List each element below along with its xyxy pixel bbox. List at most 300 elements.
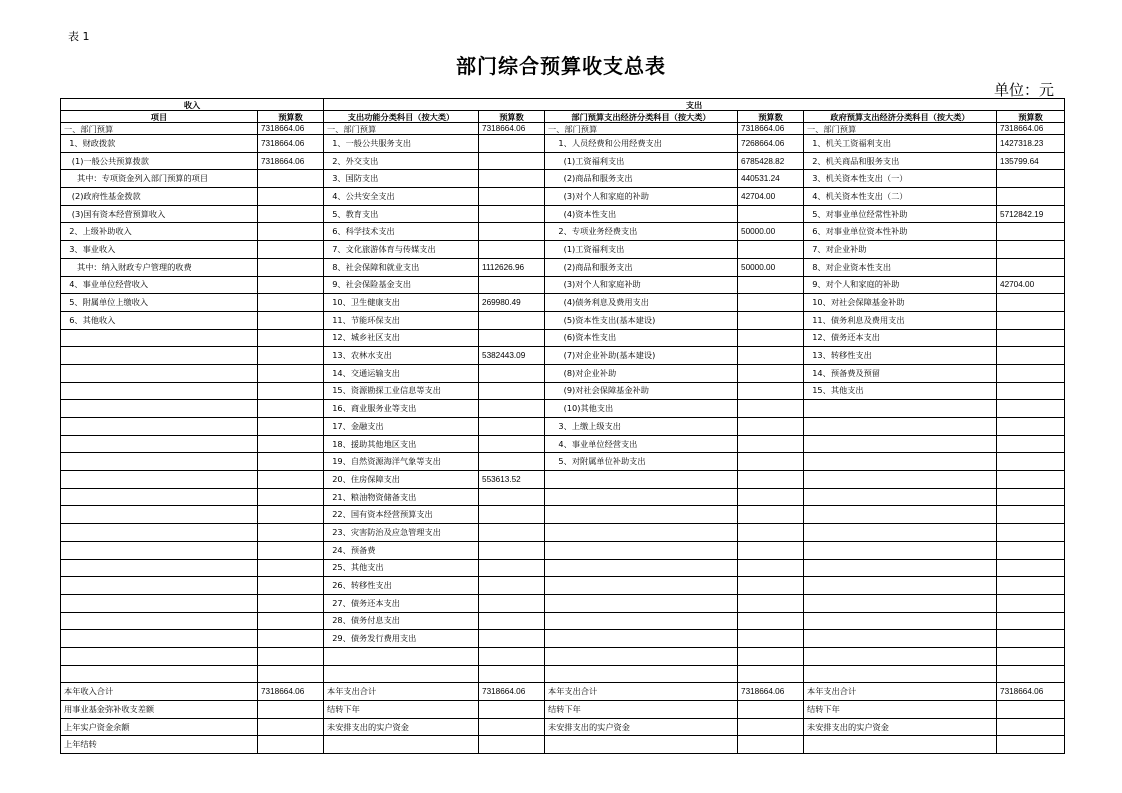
cell-income-item: 用事业基金弥补收支差额 [61,701,258,719]
table-row [61,223,1065,241]
cell-gov-econ-item: 14、预备费及预留 [804,364,997,382]
cell-income-budget [258,577,324,595]
cell-gov-econ-item: 结转下年 [804,701,997,719]
cell-income-item: 上年结转 [61,736,258,754]
table-row [61,170,1065,188]
cell-function-item: 未安排支出的实户资金 [324,718,479,736]
cell-dept-econ-item: (9)对社会保障基金补助 [545,382,738,400]
cell-function-budget: 1112626.96 [479,258,545,276]
cell-dept-econ-budget [738,736,804,754]
cell-income-budget [258,701,324,719]
cell-function-item: 13、农林水支出 [324,347,479,365]
cell-function-budget [479,135,545,153]
cell-function-item: 12、城乡社区支出 [324,329,479,347]
cell-dept-econ-budget: 7268664.06 [738,135,804,153]
cell-function-budget [479,506,545,524]
cell-income-budget: 7318664.06 [258,135,324,153]
cell-function-budget [479,276,545,294]
cell-dept-econ-budget [738,594,804,612]
cell-gov-econ-item [804,524,997,542]
cell-gov-econ-item [804,612,997,630]
cell-dept-econ-budget [738,241,804,259]
cell-gov-econ-budget: 7318664.06 [997,683,1065,701]
cell-gov-econ-budget [997,594,1065,612]
cell-dept-econ-item [545,471,738,489]
cell-function-item: 22、国有资本经营预算支出 [324,506,479,524]
cell-income-budget [258,630,324,648]
table-row [61,524,1065,542]
cell-income-budget [258,364,324,382]
cell-dept-econ-item: (3)对个人和家庭补助 [545,276,738,294]
table-row [61,647,1065,665]
cell-dept-econ-budget [738,630,804,648]
cell-gov-econ-item: 2、机关商品和服务支出 [804,152,997,170]
cell-gov-econ-item [804,665,997,683]
cell-gov-econ-budget [997,418,1065,436]
cell-gov-econ-item [804,471,997,489]
cell-income-item [61,541,258,559]
cell-function-budget [479,577,545,595]
budget-table [60,98,1065,754]
table-row [61,418,1065,436]
cell-dept-econ-budget [738,400,804,418]
cell-function-budget: 7318664.06 [479,123,545,135]
cell-gov-econ-budget [997,347,1065,365]
cell-income-budget [258,647,324,665]
cell-gov-econ-item: 6、对事业单位资本性补助 [804,223,997,241]
cell-gov-econ-budget [997,577,1065,595]
cell-gov-econ-item: 本年支出合计 [804,683,997,701]
cell-income-item [61,577,258,595]
cell-dept-econ-item: 1、人员经费和公用经费支出 [545,135,738,153]
cell-gov-econ-item [804,418,997,436]
cell-dept-econ-item: (5)资本性支出(基本建设) [545,311,738,329]
cell-income-budget [258,311,324,329]
cell-function-budget: 269980.49 [479,294,545,312]
cell-function-item: 14、交通运输支出 [324,364,479,382]
cell-income-item: 2、上级补助收入 [61,223,258,241]
cell-dept-econ-budget [738,435,804,453]
cell-gov-econ-item: 9、对个人和家庭的补助 [804,276,997,294]
cell-function-budget [479,736,545,754]
cell-income-item [61,400,258,418]
cell-dept-econ-budget [738,701,804,719]
cell-dept-econ-budget: 7318664.06 [738,123,804,135]
cell-income-item: 其中：纳入财政专户管理的收费 [61,258,258,276]
cell-function-item: 7、文化旅游体育与传媒支出 [324,241,479,259]
cell-dept-econ-budget [738,612,804,630]
cell-income-item [61,524,258,542]
cell-income-item [61,347,258,365]
cell-dept-econ-budget [738,364,804,382]
cell-function-budget [479,594,545,612]
cell-gov-econ-budget [997,612,1065,630]
table-row [61,364,1065,382]
cell-function-budget [479,665,545,683]
cell-dept-econ-budget [738,311,804,329]
cell-income-budget [258,594,324,612]
cell-function-item: 29、债务发行费用支出 [324,630,479,648]
cell-gov-econ-budget [997,488,1065,506]
cell-gov-econ-item: 未安排支出的实户资金 [804,718,997,736]
cell-income-budget [258,241,324,259]
cell-function-budget [479,382,545,400]
cell-gov-econ-budget [997,559,1065,577]
cell-gov-econ-item: 11、债务利息及费用支出 [804,311,997,329]
cell-gov-econ-budget [997,541,1065,559]
cell-income-budget [258,188,324,206]
cell-function-item: 一、部门预算 [324,123,479,135]
cell-dept-econ-item: 未安排支出的实户资金 [545,718,738,736]
cell-income-item [61,488,258,506]
cell-income-budget [258,276,324,294]
cell-gov-econ-budget: 1427318.23 [997,135,1065,153]
cell-function-budget [479,170,545,188]
expense-header: 支出 [324,99,1065,111]
cell-function-budget [479,223,545,241]
cell-dept-econ-item [545,577,738,595]
table-label: 表 1 [68,30,90,43]
cell-income-item [61,382,258,400]
table-row [61,400,1065,418]
cell-income-budget [258,524,324,542]
cell-gov-econ-budget: 5712842.19 [997,205,1065,223]
cell-gov-econ-budget [997,718,1065,736]
table-row [61,559,1065,577]
cell-income-budget: 7318664.06 [258,683,324,701]
cell-income-item [61,665,258,683]
cell-dept-econ-item: 5、对附属单位补助支出 [545,453,738,471]
cell-dept-econ-item [545,488,738,506]
cell-income-budget [258,453,324,471]
cell-dept-econ-item: (8)对企业补助 [545,364,738,382]
cell-income-budget [258,170,324,188]
cell-income-budget [258,223,324,241]
cell-gov-econ-item [804,594,997,612]
cell-gov-econ-item [804,400,997,418]
cell-function-item: 8、社会保障和就业支出 [324,258,479,276]
table-row [61,701,1065,719]
cell-dept-econ-budget: 6785428.82 [738,152,804,170]
cell-dept-econ-budget: 440531.24 [738,170,804,188]
cell-function-item: 15、资源勘探工业信息等支出 [324,382,479,400]
cell-dept-econ-budget [738,541,804,559]
cell-function-item: 21、粮油物资储备支出 [324,488,479,506]
cell-gov-econ-item: 8、对企业资本性支出 [804,258,997,276]
cell-gov-econ-item [804,630,997,648]
cell-dept-econ-item [545,736,738,754]
cell-function-budget [479,488,545,506]
cell-gov-econ-budget [997,400,1065,418]
col-header-function-class: 支出功能分类科目（按大类） [324,111,479,123]
cell-dept-econ-budget: 50000.00 [738,258,804,276]
cell-dept-econ-budget [738,471,804,489]
cell-income-budget [258,258,324,276]
cell-income-item: 6、其他收入 [61,311,258,329]
cell-dept-econ-budget [738,577,804,595]
cell-dept-econ-item: 本年支出合计 [545,683,738,701]
cell-gov-econ-item: 10、对社会保障基金补助 [804,294,997,312]
cell-function-item: 27、债务还本支出 [324,594,479,612]
cell-function-budget [479,205,545,223]
cell-income-budget [258,488,324,506]
cell-function-budget [479,612,545,630]
cell-dept-econ-budget [738,453,804,471]
cell-income-budget: 7318664.06 [258,123,324,135]
cell-gov-econ-item: 5、对事业单位经常性补助 [804,205,997,223]
cell-dept-econ-item [545,647,738,665]
cell-function-item: 25、其他支出 [324,559,479,577]
cell-income-item: 1、财政拨款 [61,135,258,153]
cell-gov-econ-item: 4、机关资本性支出（二） [804,188,997,206]
cell-gov-econ-item: 1、机关工资福利支出 [804,135,997,153]
cell-income-item: 一、部门预算 [61,123,258,135]
cell-function-item: 17、金融支出 [324,418,479,436]
table-row [61,382,1065,400]
cell-dept-econ-item [545,665,738,683]
cell-income-item [61,612,258,630]
cell-dept-econ-budget: 42704.00 [738,188,804,206]
cell-function-budget [479,559,545,577]
cell-dept-econ-item [545,612,738,630]
cell-gov-econ-budget [997,294,1065,312]
table-row [61,123,1065,135]
cell-dept-econ-budget [738,665,804,683]
table-row [61,506,1065,524]
cell-income-budget: 7318664.06 [258,152,324,170]
income-header: 收入 [61,99,324,111]
cell-gov-econ-item [804,647,997,665]
cell-dept-econ-item: 4、事业单位经营支出 [545,435,738,453]
cell-function-item: 26、转移性支出 [324,577,479,595]
cell-gov-econ-budget [997,524,1065,542]
cell-dept-econ-item: (1)工资福利支出 [545,152,738,170]
cell-dept-econ-item [545,559,738,577]
table-row [61,188,1065,206]
table-row [61,311,1065,329]
cell-dept-econ-budget [738,524,804,542]
col-header-dept-economic-class: 部门预算支出经济分类科目（按大类） [545,111,738,123]
table-body [61,123,1065,754]
cell-function-budget [479,311,545,329]
table-row [61,594,1065,612]
cell-function-budget [479,418,545,436]
cell-function-item: 9、社会保险基金支出 [324,276,479,294]
table-row [61,135,1065,153]
cell-gov-econ-budget [997,665,1065,683]
cell-dept-econ-item: (2)商品和服务支出 [545,170,738,188]
cell-dept-econ-budget [738,718,804,736]
table-row [61,718,1065,736]
cell-function-budget [479,241,545,259]
cell-function-item: 1、一般公共服务支出 [324,135,479,153]
cell-gov-econ-item: 15、其他支出 [804,382,997,400]
cell-function-item: 19、自然资源海洋气象等支出 [324,453,479,471]
cell-dept-econ-budget [738,647,804,665]
cell-dept-econ-item: (3)对个人和家庭的补助 [545,188,738,206]
cell-gov-econ-budget [997,170,1065,188]
cell-income-item [61,506,258,524]
cell-dept-econ-budget [738,329,804,347]
cell-function-budget [479,453,545,471]
cell-income-item: (1)一般公共预算拨款 [61,152,258,170]
cell-gov-econ-budget [997,471,1065,489]
cell-dept-econ-item: (7)对企业补助(基本建设) [545,347,738,365]
table-row [61,665,1065,683]
cell-income-budget [258,435,324,453]
cell-function-item: 2、外交支出 [324,152,479,170]
cell-income-budget [258,736,324,754]
cell-income-item [61,594,258,612]
cell-dept-econ-item: (10)其他支出 [545,400,738,418]
table-row [61,205,1065,223]
cell-gov-econ-item [804,559,997,577]
cell-dept-econ-item [545,541,738,559]
cell-function-budget [479,701,545,719]
table-row [61,630,1065,648]
cell-income-budget [258,382,324,400]
cell-dept-econ-budget [738,205,804,223]
cell-dept-econ-item: 一、部门预算 [545,123,738,135]
cell-gov-econ-budget [997,188,1065,206]
cell-function-item: 5、教育支出 [324,205,479,223]
cell-gov-econ-item: 12、债务还本支出 [804,329,997,347]
page-title: 部门综合预算收支总表 [456,54,666,78]
table-row [61,241,1065,259]
cell-gov-econ-item [804,488,997,506]
cell-income-budget [258,294,324,312]
cell-function-item: 11、节能环保支出 [324,311,479,329]
cell-function-budget [479,524,545,542]
cell-gov-econ-budget: 42704.00 [997,276,1065,294]
col-header-budget: 预算数 [479,111,545,123]
table-row [61,736,1065,754]
cell-gov-econ-budget [997,435,1065,453]
cell-income-budget [258,205,324,223]
cell-income-item [61,364,258,382]
cell-function-item: 16、商业服务业等支出 [324,400,479,418]
cell-gov-econ-budget [997,241,1065,259]
cell-dept-econ-item [545,630,738,648]
table-row [61,435,1065,453]
cell-function-item: 结转下年 [324,701,479,719]
cell-dept-econ-item: (6)资本性支出 [545,329,738,347]
cell-income-budget [258,559,324,577]
cell-income-item: 上年实户资金余额 [61,718,258,736]
cell-gov-econ-item [804,453,997,471]
cell-function-budget [479,718,545,736]
cell-gov-econ-budget [997,223,1065,241]
cell-function-item: 本年支出合计 [324,683,479,701]
cell-function-budget: 553613.52 [479,471,545,489]
cell-function-item: 28、债务付息支出 [324,612,479,630]
cell-dept-econ-budget [738,347,804,365]
cell-income-budget [258,506,324,524]
cell-dept-econ-item: (4)资本性支出 [545,205,738,223]
cell-dept-econ-item: 结转下年 [545,701,738,719]
col-header-budget: 预算数 [738,111,804,123]
cell-function-budget [479,541,545,559]
cell-dept-econ-item [545,524,738,542]
cell-function-item [324,647,479,665]
cell-income-budget [258,665,324,683]
cell-dept-econ-budget: 7318664.06 [738,683,804,701]
table-row [61,152,1065,170]
cell-dept-econ-budget: 50000.00 [738,223,804,241]
cell-gov-econ-item [804,541,997,559]
header-row-group [61,99,1065,111]
cell-income-item [61,329,258,347]
cell-income-item: 4、事业单位经营收入 [61,276,258,294]
cell-income-item: 3、事业收入 [61,241,258,259]
cell-gov-econ-item: 3、机关资本性支出（一） [804,170,997,188]
cell-dept-econ-item: 2、专项业务经费支出 [545,223,738,241]
table-row [61,577,1065,595]
cell-dept-econ-item: (4)债务利息及费用支出 [545,294,738,312]
cell-function-budget [479,188,545,206]
cell-dept-econ-budget [738,382,804,400]
cell-function-item: 3、国防支出 [324,170,479,188]
cell-income-budget [258,329,324,347]
cell-dept-econ-budget [738,276,804,294]
cell-income-item [61,630,258,648]
col-header-budget: 预算数 [258,111,324,123]
col-header-item: 项目 [61,111,258,123]
cell-income-item [61,435,258,453]
cell-dept-econ-budget [738,506,804,524]
cell-gov-econ-item [804,506,997,524]
cell-gov-econ-budget [997,453,1065,471]
cell-function-budget: 5382443.09 [479,347,545,365]
cell-function-item: 23、灾害防治及应急管理支出 [324,524,479,542]
table-row [61,488,1065,506]
cell-income-budget [258,541,324,559]
cell-gov-econ-item: 13、转移性支出 [804,347,997,365]
cell-income-item [61,559,258,577]
cell-gov-econ-budget [997,258,1065,276]
cell-function-budget: 7318664.06 [479,683,545,701]
cell-gov-econ-budget: 7318664.06 [997,123,1065,135]
cell-function-item: 4、公共安全支出 [324,188,479,206]
cell-dept-econ-item [545,506,738,524]
cell-income-budget [258,400,324,418]
cell-income-item: 5、附属单位上缴收入 [61,294,258,312]
cell-function-budget [479,364,545,382]
cell-function-budget [479,152,545,170]
cell-gov-econ-budget [997,506,1065,524]
cell-gov-econ-item: 一、部门预算 [804,123,997,135]
table-row [61,612,1065,630]
cell-income-budget [258,718,324,736]
cell-dept-econ-item: (1)工资福利支出 [545,241,738,259]
cell-dept-econ-budget [738,418,804,436]
cell-gov-econ-budget [997,647,1065,665]
cell-dept-econ-item [545,594,738,612]
cell-function-item: 24、预备费 [324,541,479,559]
cell-gov-econ-budget: 135799.64 [997,152,1065,170]
cell-function-budget [479,630,545,648]
cell-function-item: 10、卫生健康支出 [324,294,479,312]
cell-income-item: (2)政府性基金拨款 [61,188,258,206]
table-row [61,329,1065,347]
cell-income-budget [258,471,324,489]
cell-income-budget [258,418,324,436]
cell-dept-econ-item: (2)商品和服务支出 [545,258,738,276]
table-row [61,276,1065,294]
cell-income-budget [258,612,324,630]
cell-gov-econ-budget [997,736,1065,754]
cell-gov-econ-item [804,577,997,595]
